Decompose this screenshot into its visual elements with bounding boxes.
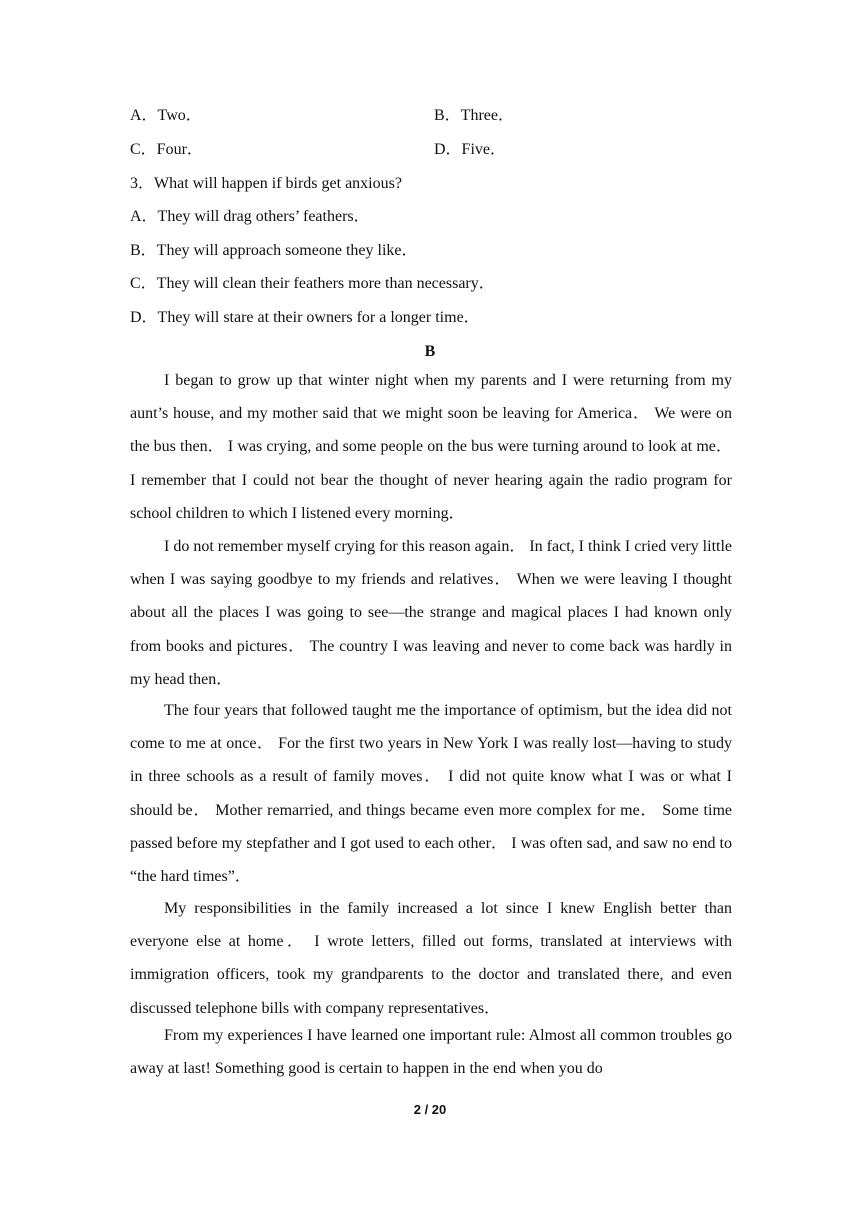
passage-paragraph-5: From my experiences I have learned one important rule: Almost all common troubles go away at last! Something good is certain to happen in the end when you do <box>130 1027 732 1078</box>
passage-paragraph-3: The four years that followed taught me the importance of optimism, but the idea did not come to me at once． For the first two years in New York I was really lost—having to study in three schools as a result of family moves． I did not quite know what I was or what I should be． Mother remarried, and things became even more complex for me． Some time passed before my stepfather and I got used to each other． I was often sad, and saw no end to “the hard times”． <box>130 702 732 886</box>
option-d-q3: D．They will stare at their owners for a longer time． <box>130 309 480 326</box>
passage-paragraph-1: I began to grow up that winter night when my parents and I were returning from my aunt’s house, and my mother said that we might soon be leaving for America． We were on the bus then． I was crying, and some people on the bus were turning around to look at me． I remember that I could not bear the thought of never hearing again the radio program for school children to which I listened every morning． <box>130 372 733 522</box>
option-b-q3: B．They will approach someone they like． <box>130 242 418 259</box>
question-3-stem: 3．What will happen if birds get anxious? <box>130 175 402 192</box>
section-heading: B <box>424 343 436 360</box>
passage-paragraph-4: My responsibilities in the family increased a lot since I knew English better than everyone else at home． I wrote letters, filled out forms, translated at interviews with immigration officers, took my grandparents to the doctor and translated there, and even discussed telephone bills with company representatives． <box>130 900 732 1017</box>
option-a-q3: A．They will drag others’ feathers． <box>130 208 370 225</box>
option-c-q2: C．Four． <box>130 141 203 158</box>
option-c-q3: C．They will clean their feathers more than necessary． <box>130 275 495 292</box>
option-b-q2: B．Three． <box>434 107 514 124</box>
option-d-q2: D．Five． <box>434 141 507 158</box>
passage-paragraph-2: I do not remember myself crying for this reason again． In fact, I think I cried very little when I was saying goodbye to my friends and relatives． When we were leaving I thought about all the places I was going to see—the strange and magical places I had known only from books and pictures． The country I was leaving and never to come back was hardly in my head then． <box>130 538 733 688</box>
option-a-q2: A．Two． <box>130 107 202 124</box>
page-number: 2 / 20 <box>413 1102 447 1117</box>
